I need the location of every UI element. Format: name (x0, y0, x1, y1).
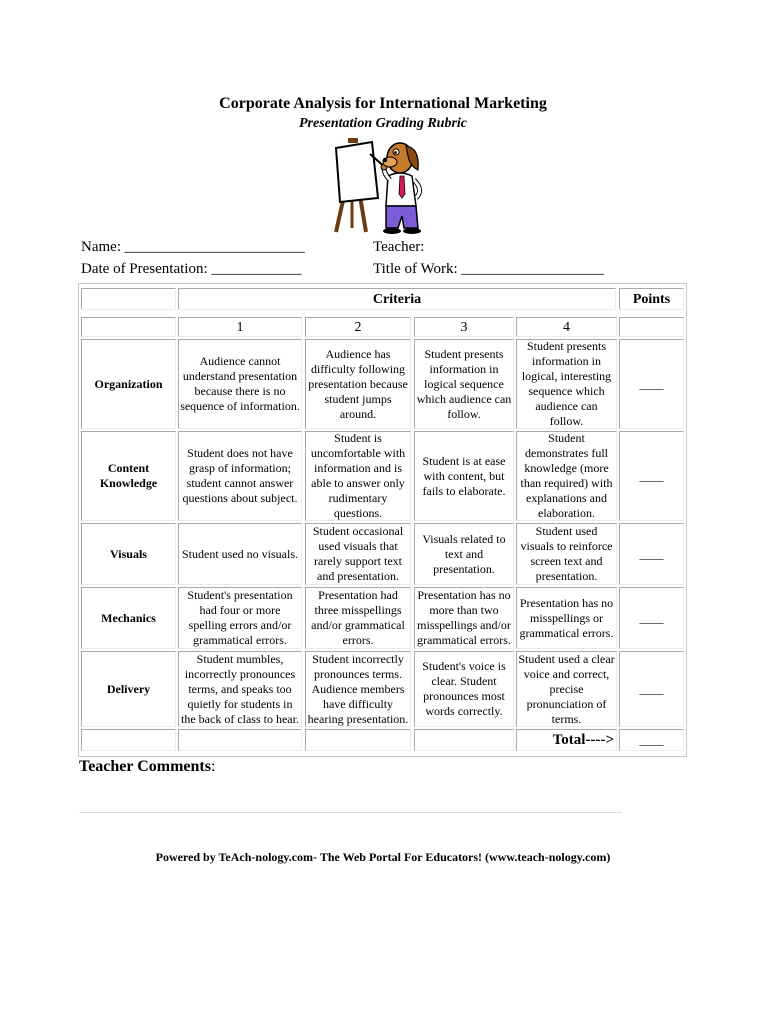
rubric-cell: Student presents information in logical, interesting sequence which audience can follow. (516, 339, 617, 429)
criterion-organization: Organization (81, 339, 176, 429)
points-blank-cell (619, 317, 684, 337)
criterion-visuals: Visuals (81, 523, 176, 585)
document-subtitle: Presentation Grading Rubric (298, 116, 468, 131)
rubric-cell: Student presents information in logical sequence which audience can follow. (414, 339, 514, 429)
level-3-header: 3 (414, 317, 514, 337)
points-blank: ____ (619, 431, 684, 521)
total-blank-cell (178, 729, 302, 751)
points-blank: ____ (619, 523, 684, 585)
total-points-blank: ____ (619, 729, 684, 751)
header-blank-cell (81, 288, 176, 310)
rubric-cell: Student mumbles, incorrectly pronounces terms, and speaks too quietly for students in the back of class to hear. (178, 651, 302, 727)
points-blank: ____ (619, 587, 684, 649)
rubric-cell: Presentation has no more than two misspellings and/or grammatical errors. (414, 587, 514, 649)
points-header: Points (619, 288, 684, 310)
rubric-cell: Student used no visuals. (178, 523, 302, 585)
rubric-cell: Student is uncomfortable with information and is able to answer only rudimentary questions. (305, 431, 411, 521)
rubric-cell: Student does not have grasp of information; student cannot answer questions about subject. (178, 431, 302, 521)
points-blank: ____ (619, 651, 684, 727)
rubric-cell: Student incorrectly pronounces terms. Audience members have difficulty hearing presentation. (305, 651, 411, 727)
teacher-comments-label (79, 758, 215, 776)
grading-rubric-table (78, 283, 687, 757)
total-blank-cell (81, 729, 176, 751)
criteria-header: Criteria (178, 288, 616, 310)
points-blank: ____ (619, 339, 684, 429)
level-1-header: 1 (178, 317, 302, 337)
rubric-cell: Student occasional used visuals that rarely support text and presentation. (305, 523, 411, 585)
total-blank-cell (305, 729, 411, 751)
teacher-field: Teacher: (373, 239, 425, 255)
level-blank-cell (81, 317, 176, 337)
dog-presenting-at-easel-icon (330, 136, 434, 234)
rubric-cell: Presentation has no misspellings or grammatical errors. (516, 587, 617, 649)
title-of-work-field: Title of Work: ___________________ (373, 261, 604, 277)
criterion-delivery: Delivery (81, 651, 176, 727)
teacher-comments-text: Teacher Comments (79, 758, 211, 775)
document-title: Corporate Analysis for International Marketing (219, 95, 547, 112)
total-label: Total----> (516, 729, 617, 751)
rubric-cell: Audience cannot understand presentation because there is no sequence of information. (178, 339, 302, 429)
rubric-cell: Student used a clear voice and correct, precise pronunciation of terms. (516, 651, 617, 727)
rubric-cell: Audience has difficulty following presentation because student jumps around. (305, 339, 411, 429)
footer-credit: Powered by TeAch-nology.com- The Web Portal For Educators! (www.teach-nology.com) (155, 850, 611, 864)
comments-divider (79, 812, 622, 813)
rubric-cell: Student's presentation had four or more spelling errors and/or grammatical errors. (178, 587, 302, 649)
total-blank-cell (414, 729, 514, 751)
criterion-mechanics: Mechanics (81, 587, 176, 649)
date-of-presentation-field: Date of Presentation: ____________ (81, 261, 302, 277)
level-4-header: 4 (516, 317, 617, 337)
rubric-cell: Presentation had three misspellings and/or grammatical errors. (305, 587, 411, 649)
rubric-cell: Visuals related to text and presentation. (414, 523, 514, 585)
rubric-cell: Student is at ease with content, but fails to elaborate. (414, 431, 514, 521)
rubric-cell: Student's voice is clear. Student pronounces most words correctly. (414, 651, 514, 727)
rubric-cell: Student used visuals to reinforce screen text and presentation. (516, 523, 617, 585)
criterion-content-knowledge: Content Knowledge (81, 431, 176, 521)
name-field: Name: ________________________ (81, 239, 305, 255)
teacher-comments-colon: : (210, 758, 216, 775)
rubric-cell: Student demonstrates full knowledge (more than required) with explanations and elaboration. (516, 431, 617, 521)
level-2-header: 2 (305, 317, 411, 337)
